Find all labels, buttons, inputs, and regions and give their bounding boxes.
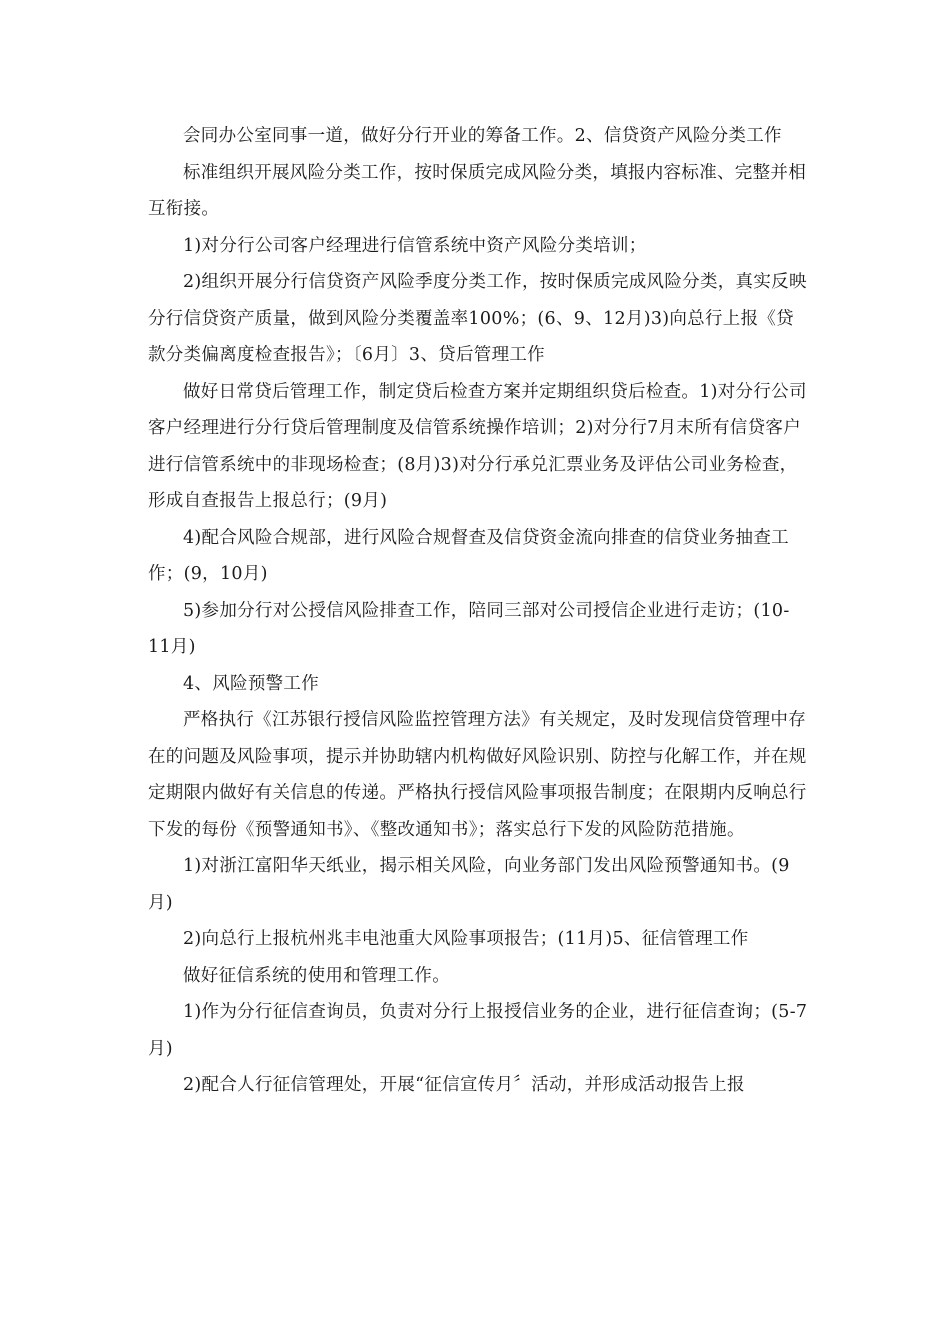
paragraph-9: 严格执行《江苏银行授信风险监控管理方法》有关规定，及时发现信贷管理中存在的问题及风险事项，提示并协助辖内机构做好风险识别、防控与化解工作，并在规定期限内做好有关信息的传递。严格执行授信风险事项报告制度；在限期内反响总行下发的每份《预警通知书》、《整改通知书》；落实总行下发的风险防范措施。	[148, 710, 807, 840]
paragraph-5: 做好日常贷后管理工作，制定贷后检查方案并定期组织贷后检查。1)对分行公司客户经理进行分行贷后管理制度及信管系统操作培训；2)对分行7月末所有信贷客户进行信管系统中的非现场检查；(8月)3)对分行承兑汇票业务及评估公司业务检查，形成自查报告上报总行；(9月)	[148, 381, 807, 511]
paragraph-12: 做好征信系统的使用和管理工作。	[183, 965, 450, 986]
section-heading-risk-warning: 4、风险预警工作	[183, 673, 320, 694]
paragraph-2: 标准组织开展风险分类工作，按时保质完成风险分类，填报内容标准、完整并相互衔接。	[148, 162, 806, 219]
paragraph-10: 1)对浙江富阳华天纸业，揭示相关风险，向业务部门发出风险预警通知书。(9月)	[148, 856, 790, 913]
paragraph-3: 1)对分行公司客户经理进行信管系统中资产风险分类培训；	[183, 235, 647, 256]
paragraph-6: 4)配合风险合规部，进行风险合规督查及信贷资金流向排查的信贷业务抽查工作；(9，10月)	[148, 527, 789, 584]
document-body	[148, 118, 808, 1104]
paragraph-4: 2)组织开展分行信贷资产风险季度分类工作，按时保质完成风险分类，真实反映分行信贷资产质量，做到风险分类覆盖率100%；(6、9、12月)3)向总行上报《贷款分类偏离度检查报告》；〔6月〕3、贷后管理工作	[148, 272, 807, 365]
paragraph-7: 5)参加分行对公授信风险排查工作，陪同三部对公司授信企业进行走访；(10-11月)	[148, 600, 790, 657]
paragraph-11: 2)向总行上报杭州兆丰电池重大风险事项报告；(11月)5、征信管理工作	[183, 929, 749, 949]
paragraph-1: 会同办公室同事一道，做好分行开业的筹备工作。2、信贷资产风险分类工作	[183, 126, 782, 146]
paragraph-13: 1)作为分行征信查询员，负责对分行上报授信业务的企业，进行征信查询；(5-7月)	[148, 1002, 808, 1059]
paragraph-14: 2)配合人行征信管理处，开展“征信宣传月〞活动，并形成活动报告上报	[183, 1075, 745, 1095]
